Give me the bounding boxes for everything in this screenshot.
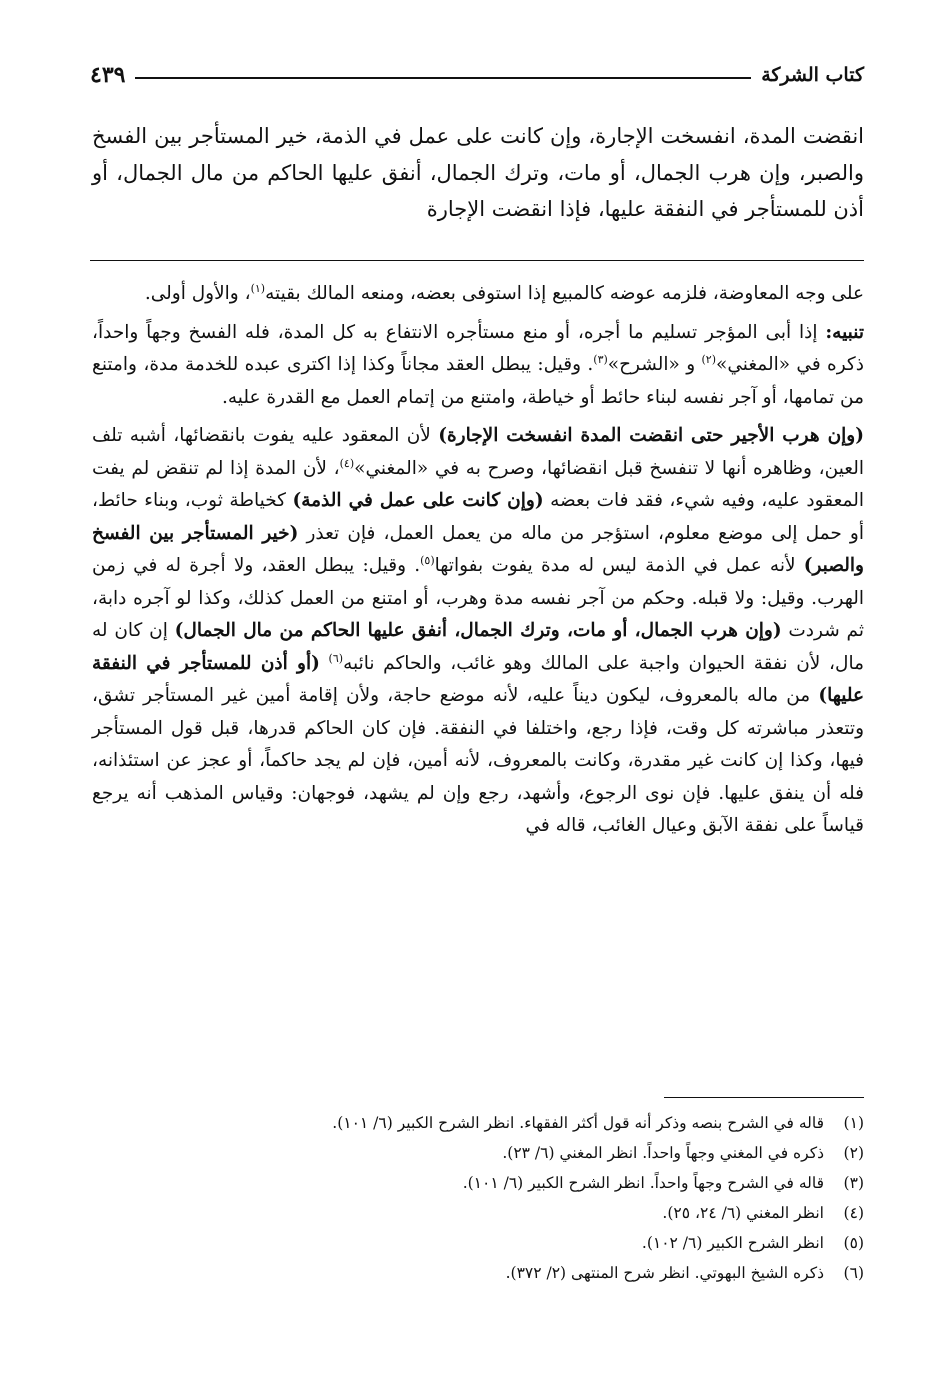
commentary-paragraph-2: تنبيه: إذا أبى المؤجر تسليم ما أجره، أو منع مستأجره الانتفاع به كل المدة، فله الفسخ وجهاً واحداً، ذكره في «المغني»$^{(٢)}$ و «الشرح»$^{(٣)}$. وقيل: يبطل العقد مجاناً وكذا إذا اكترى عبده للخدمة مدة، وامتنع من تمامها، أو آجر نفسه لبناء حائط أو خياطة، وامتنع من إتمام العمل مع القدرة عليه.: [92, 321, 864, 408]
matn-quote: (أو أذن للمستأجر في النفقة عليها): [92, 652, 864, 706]
commentary-paragraph-3: (وإن هرب الأجير حتى انقضت المدة انفسخت الإجارة) لأن المعقود عليه يفوت بانقضائها، أشبه تلف العين، وظاهره أنها لا تنفسخ قبل انقضائها، وصرح به في «المغني»$^{(٤)}$، لأن المدة إذا لم تنقض لم يفت المعقود عليه، وفيه شيء، فقد فات بعضه (وإن كانت على عمل في الذمة) كخياطة ثوب، وبناء حائط، أو حمل إلى موضع معلوم، استؤجر من ماله من يعمل العمل، فإن تعذر (خير المستأجر بين الفسخ والصبر) لأنه عمل في الذمة ليس له مدة يفوت بفواتها$^{(٥)}$. وقيل: يبطل العقد، ولا أجرة له في زمن الهرب. وقيل: ولا قبله. وحكم من آجر نفسه مدة وهرب، أو امتنع من العمل كذلك، وكذا لو آجره دابة، ثم شردت (وإن هرب الجمال، أو مات، وترك الجمال، أنفق عليها الحاكم من مال الجمال) إن كان له مال، لأن نفقة الحيوان واجبة على المالك وهو غائب، والحاكم نائبه$^{(٦)}$ (أو أذن للمستأجر في النفقة عليها) من ماله بالمعروف، ليكون ديناً عليه، لأنه موضع حاجة، ولأن إقامة أمين غير المستأجر تشق، وتتعذر مباشرته كل وقت، فإذا رجع، واختلفا في النفقة. فإن كان الحاكم قدرها، قبل قول المستأجر فيها، وكذا إن كانت غير مقدرة، وكانت بالمعروف، لأنه أمين، فإن لم يجد حاكماً، أو عجز عن استئذانه، فله أن ينفق عليها. فإن نوى الرجوع، وأشهد، رجع وإن لم يشهد، فوجهان: وقياس المذهب أنه يرجع قياساً على نفقة الآبق وعيال الغائب، قاله في: [92, 425, 864, 836]
footnote-item: (١) قاله في الشرح بنصه وذكر أنه قول أكثر الفقهاء. انظر الشرح الكبير (٦/ ١٠١).: [332, 1114, 864, 1132]
header-rule: [135, 77, 751, 79]
commentary-paragraph-1: على وجه المعاوضة، فلزمه عوضه كالمبيع إذا استوفى بعضه، ومنعه المالك بقيته$^{(١)}$، والأول أولى.: [144, 281, 864, 304]
book-title: كتاب الشركة: [761, 64, 864, 86]
matn-separator: [90, 260, 864, 261]
footnote-item: (٦) ذكره الشيخ البهوتي. انظر شرح المنتهى (٢/ ٣٧٢).: [505, 1264, 864, 1282]
note-label: تنبيه:: [825, 321, 864, 343]
footnote-ref-4[interactable]: (٤): [339, 456, 355, 470]
footnote-ref-5[interactable]: (٥): [420, 553, 435, 567]
matn-paragraph: انقضت المدة، انفسخت الإجارة، وإن كانت على عمل في الذمة، خير المستأجر بين الفسخ والصبر، وإن هرب الجمال، أو مات، وترك الجمال، أنفق عليها الحاكم من مال الجمال، أو أذن للمستأجر في النفقة عليها، فإذا انقضت الإجارة: [92, 124, 864, 221]
matn-quote: (وإن هرب الأجير حتى انقضت المدة انفسخت الإجارة): [438, 425, 864, 446]
footnote-separator: [664, 1097, 864, 1098]
footnote-item: (٥) انظر الشرح الكبير (٦/ ١٠٢).: [641, 1234, 864, 1252]
footnote-ref-2[interactable]: (٢): [701, 352, 717, 366]
footnote-ref-6[interactable]: (٦): [328, 651, 344, 665]
matn-text: [92, 118, 864, 228]
footnote-ref-3[interactable]: (٣): [593, 352, 608, 366]
footnote-item: (٢) ذكره في المغني وجهاً واحداً. انظر المغني (٦/ ٢٣).: [502, 1144, 864, 1162]
footnote-item: (٣) قاله في الشرح وجهاً واحداً. انظر الشرح الكبير (٦/ ١٠١).: [462, 1174, 864, 1192]
matn-quote: (وإن هرب الجمال، أو مات، وترك الجمال، أنفق عليها الحاكم من مال الجمال): [174, 620, 782, 641]
page-number: ٤٣٩: [90, 62, 126, 88]
commentary-text: [92, 278, 864, 849]
footnotes: [92, 1108, 864, 1288]
footnote-item: (٤) انظر المغني (٦/ ٢٤، ٢٥).: [662, 1204, 864, 1222]
matn-quote: (خير المستأجر بين الفسخ والصبر): [92, 522, 864, 576]
page-header: [90, 58, 864, 92]
matn-quote: (وإن كانت على عمل في الذمة): [292, 490, 544, 511]
footnote-ref-1[interactable]: (١): [250, 281, 266, 295]
